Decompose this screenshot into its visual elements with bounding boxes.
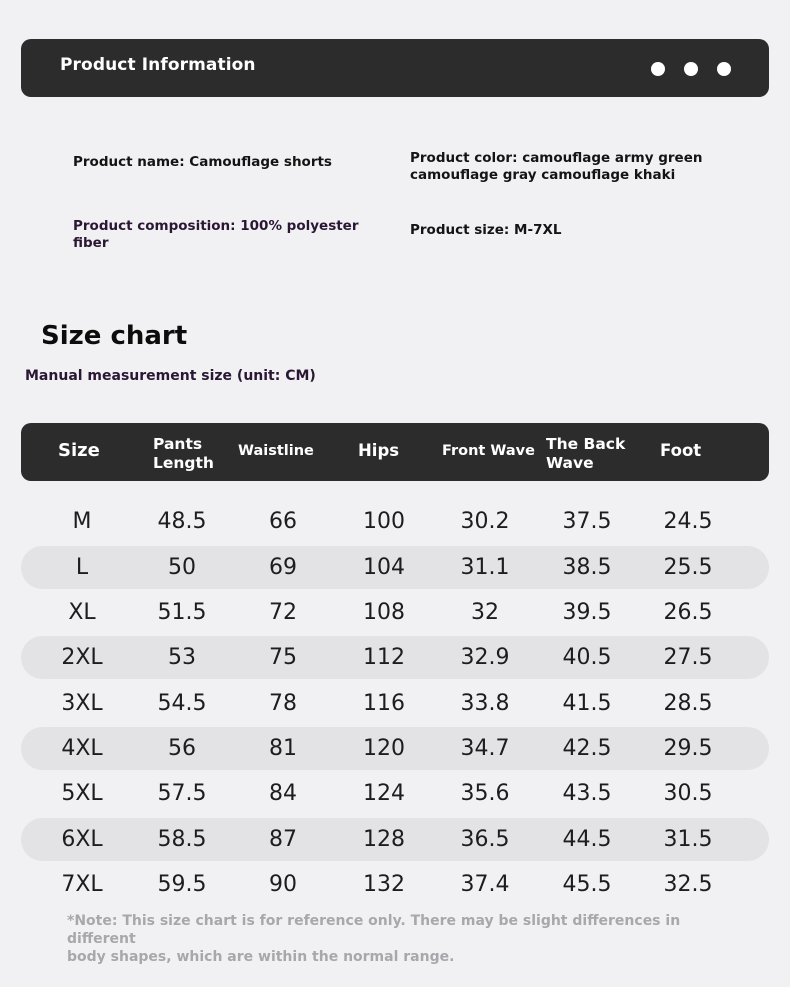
cell-front-wave: 33.8: [460, 691, 510, 716]
table-row: [21, 682, 769, 725]
table-row: [21, 818, 769, 861]
header-foot: Foot: [660, 441, 702, 460]
cell-pants-length: 54.5: [157, 691, 207, 716]
cell-pants-length: 50: [168, 555, 196, 580]
cell-hips: 116: [363, 691, 405, 716]
table-row: [21, 863, 769, 906]
more-dots-icon: [651, 62, 731, 76]
cell-hips: 120: [363, 736, 405, 761]
cell-waistline: 69: [269, 555, 297, 580]
cell-pants-length: 59.5: [157, 872, 207, 897]
header-front-wave: Front Wave: [442, 443, 535, 459]
cell-hips: 124: [363, 781, 405, 806]
cell-size: L: [75, 555, 89, 580]
cell-back-wave: 43.5: [562, 781, 612, 806]
cell-foot: 31.5: [663, 827, 713, 852]
cell-hips: 112: [363, 645, 405, 670]
cell-front-wave: 32.9: [460, 645, 510, 670]
cell-pants-length: 51.5: [157, 600, 207, 625]
dot-icon: [651, 62, 665, 76]
cell-size: 7XL: [61, 872, 103, 897]
header-back-wave-line1: The Back: [546, 435, 626, 453]
cell-back-wave: 40.5: [562, 645, 612, 670]
header-hips: Hips: [358, 441, 400, 460]
table-header: [21, 423, 769, 481]
size-chart-title: Size chart: [41, 321, 188, 351]
header-pants-length: [153, 435, 214, 473]
cell-size: XL: [68, 600, 96, 625]
cell-foot: 27.5: [663, 645, 713, 670]
cell-foot: 30.5: [663, 781, 713, 806]
cell-waistline: 84: [269, 781, 297, 806]
size-note-line1: *Note: This size chart is for reference only. There may be slight differences in different: [67, 913, 681, 947]
cell-back-wave: 41.5: [562, 691, 612, 716]
cell-waistline: 78: [269, 691, 297, 716]
cell-size: 6XL: [61, 827, 103, 852]
product-composition-line1: Product composition: 100% polyester: [73, 218, 359, 234]
cell-back-wave: 38.5: [562, 555, 612, 580]
product-name: Product name: Camouflage shorts: [73, 154, 332, 170]
cell-foot: 24.5: [663, 509, 713, 534]
size-note: [67, 912, 727, 966]
section-title: Product Information: [60, 55, 256, 75]
cell-back-wave: 42.5: [562, 736, 612, 761]
header-waistline: Waistline: [238, 443, 314, 459]
size-chart-subtitle: Manual measurement size (unit: CM): [25, 368, 316, 384]
cell-front-wave: 37.4: [460, 872, 510, 897]
cell-waistline: 66: [269, 509, 297, 534]
table-row: [21, 727, 769, 770]
cell-hips: 128: [363, 827, 405, 852]
cell-pants-length: 56: [168, 736, 196, 761]
cell-back-wave: 37.5: [562, 509, 612, 534]
cell-hips: 132: [363, 872, 405, 897]
header-size: Size: [58, 440, 100, 461]
dot-icon: [717, 62, 731, 76]
cell-front-wave: 34.7: [460, 736, 510, 761]
cell-size: 2XL: [61, 645, 103, 670]
cell-front-wave: 36.5: [460, 827, 510, 852]
cell-foot: 29.5: [663, 736, 713, 761]
cell-foot: 32.5: [663, 872, 713, 897]
cell-pants-length: 57.5: [157, 781, 207, 806]
cell-foot: 25.5: [663, 555, 713, 580]
table-row: [21, 546, 769, 589]
cell-waistline: 72: [269, 600, 297, 625]
product-information-bar: [21, 39, 769, 97]
cell-pants-length: 48.5: [157, 509, 207, 534]
product-composition-line2: fiber: [73, 235, 109, 251]
cell-pants-length: 53: [168, 645, 196, 670]
cell-hips: 104: [363, 555, 405, 580]
table-row: [21, 500, 769, 543]
product-color-line2: camouflage gray camouflage khaki: [410, 167, 676, 183]
table-row: [21, 636, 769, 679]
dot-icon: [684, 62, 698, 76]
product-color-line1: Product color: camouflage army green: [410, 150, 703, 166]
header-back-wave: [546, 435, 625, 473]
table-row: [21, 591, 769, 634]
cell-waistline: 87: [269, 827, 297, 852]
cell-hips: 100: [363, 509, 405, 534]
cell-waistline: 90: [269, 872, 297, 897]
product-composition: [73, 218, 363, 252]
cell-back-wave: 44.5: [562, 827, 612, 852]
product-color: [410, 150, 730, 184]
cell-waistline: 75: [269, 645, 297, 670]
header-back-wave-line2: Wave: [546, 454, 594, 472]
cell-back-wave: 39.5: [562, 600, 612, 625]
cell-size: 4XL: [61, 736, 103, 761]
cell-size: 5XL: [61, 781, 103, 806]
header-pants-length-line1: Pants: [153, 435, 203, 453]
cell-pants-length: 58.5: [157, 827, 207, 852]
size-note-line2: body shapes, which are within the normal range.: [67, 949, 455, 965]
product-size: Product size: M-7XL: [410, 222, 562, 238]
cell-back-wave: 45.5: [562, 872, 612, 897]
cell-foot: 26.5: [663, 600, 713, 625]
cell-size: 3XL: [61, 691, 103, 716]
cell-waistline: 81: [269, 736, 297, 761]
cell-front-wave: 35.6: [460, 781, 510, 806]
cell-front-wave: 30.2: [460, 509, 510, 534]
cell-foot: 28.5: [663, 691, 713, 716]
table-row: [21, 772, 769, 815]
cell-size: M: [72, 509, 92, 534]
cell-front-wave: 31.1: [460, 555, 510, 580]
cell-hips: 108: [363, 600, 405, 625]
cell-front-wave: 32: [471, 600, 499, 625]
header-pants-length-line2: Length: [153, 454, 214, 472]
